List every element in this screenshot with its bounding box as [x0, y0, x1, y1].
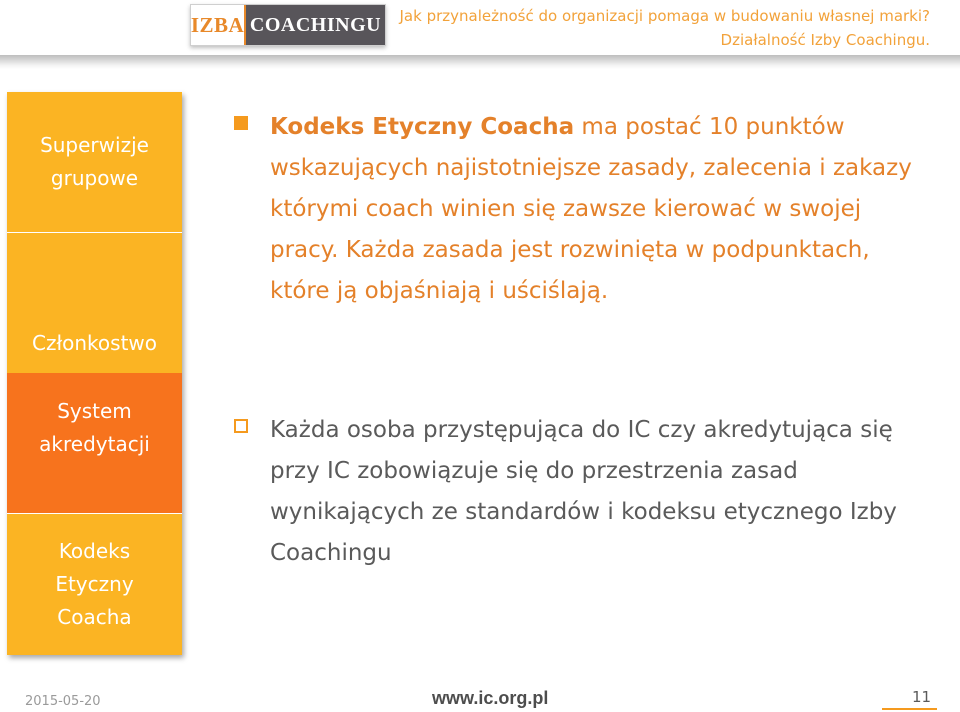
page-number-underline: [882, 708, 937, 710]
header-title-line2: Działalność Izby Coachingu.: [720, 31, 930, 49]
nav-item-superwizje[interactable]: [7, 92, 182, 232]
bullet-2-text: Każda osoba przystępująca do IC czy akredytująca się przy IC zobowiązuje się do przestrzenia zasad wynikających ze standardów i kodeksu etycznego Izby Coachingu: [270, 417, 897, 566]
nav-item-system-akredytacji[interactable]: [7, 373, 182, 513]
header-title-line1: Jak przynależność do organizacji pomaga w budowaniu własnej marki?: [399, 7, 930, 25]
izba-coachingu-logo: [190, 4, 386, 46]
footer-date: 2015-05-20: [25, 694, 101, 709]
nav-item-label: Członkostwo: [31, 330, 158, 355]
nav-item-label: Kodeks Etyczny Coacha: [55, 539, 134, 629]
footer-url[interactable]: www.ic.org.pl: [432, 688, 549, 708]
slide-header-title: [400, 4, 931, 52]
nav-item-label: System akredytacji: [39, 399, 150, 456]
content-bullet-1: [234, 107, 924, 312]
square-bullet-icon: [234, 116, 248, 130]
page-number: 11: [912, 688, 932, 706]
nav-item-czlonkostwo[interactable]: [7, 233, 182, 373]
hollow-square-bullet-icon: [234, 419, 248, 433]
bullet-1-rest: ma postać 10 punktów wskazujących najistotniejsze zasady, zalecenia i zakazy którymi coach winien się zawsze kierować w swojej pracy. Każda zasada jest rozwinięta w podpunktach, które ją objaśniają i uściślają.: [270, 114, 912, 304]
header-divider: [0, 55, 960, 69]
content-bullet-2: [234, 410, 924, 574]
logo-left-text: IZBA: [191, 5, 246, 45]
nav-item-label: Superwizje grupowe: [40, 133, 149, 190]
logo-right-text: COACHINGU: [246, 5, 385, 45]
side-navigation: [7, 92, 182, 655]
nav-item-kodeks-etyczny[interactable]: [7, 514, 182, 655]
bullet-1-text: [270, 107, 924, 312]
bullet-1-bold: Kodeks Etyczny Coacha: [270, 114, 575, 140]
